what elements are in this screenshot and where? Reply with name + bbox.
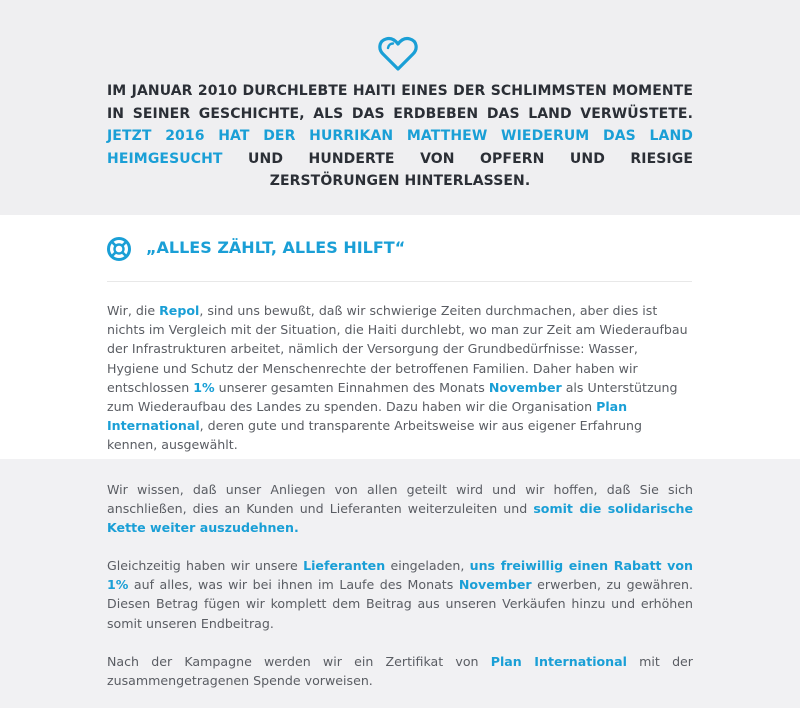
highlight-plan-international: Plan International: [107, 399, 628, 434]
paragraph-certificate: [107, 652, 693, 690]
section-title: „ALLES ZÄHLT, ALLES HILFT“: [146, 238, 406, 257]
text: Wir wissen, daß unser Anliegen von allen geteilt wird und wir hoffen, daß Sie sich anschließen, dies an Kunden und Lieferanten weiterzuleiten und: [107, 482, 693, 517]
text: , deren gute und transparente Arbeitsweise wir aus eigener Erfahrung kennen, ausgewählt.: [107, 418, 643, 453]
highlight-suppliers: Lieferanten: [303, 558, 386, 573]
hero-statement: [107, 80, 693, 193]
highlight-discount: uns freiwillig einen Rabatt von 1%: [107, 558, 693, 593]
hero-text-part1: IM JANUAR 2010 DURCHLEBTE HAITI EINES DER SCHLIMMSTEN MOMENTE IN SEINER GESCHICHTE, ALS DAS ERDBEBEN DAS LAND VERWÜSTETE.: [107, 83, 693, 122]
text: unserer gesamten Einnahmen des Monats: [214, 379, 489, 395]
highlight-repol: Repol: [159, 303, 200, 318]
highlight-plan-international: Plan International: [490, 654, 627, 669]
hero-text-part2: UND HUNDERTE VON OPFERN UND RIESIGE ZERSTÖRUNGEN HINTERLASSEN.: [222, 150, 693, 189]
heart-icon: [378, 36, 418, 72]
highlight-november: November: [458, 577, 532, 593]
text: auf alles, was wir bei ihnen im Laufe des Monats: [128, 577, 459, 593]
paragraph-intro: [107, 301, 693, 455]
hero-text-highlight: JETZT 2016 HAT DER HURRIKAN MATTHEW WIEDERUM DAS LAND HEIMGESUCHT: [107, 128, 693, 167]
highlight-chain: somit die solidarische Kette weiter auszudehnen.: [107, 501, 693, 536]
lifebuoy-icon: [106, 236, 132, 262]
text: Nach der Kampagne werden wir ein Zertifikat von: [107, 654, 491, 669]
paragraph-suppliers: [107, 556, 693, 633]
text: eingeladen,: [385, 558, 470, 573]
text: , sind uns bewußt, daß wir schwierige Zeiten durchmachen, aber dies ist nichts im Vergleich mit der Situation, die Haiti durchlebt, wo man zur Zeit am Wiederaufbau der Infrastrukturen arbeitet, nämlich der Versorgung der Grundbedürfnisse: Wasser, Hygiene und Schutz der Menschenrechte der betroffenen Familien. Daher haben wir entschlossen: [107, 303, 688, 395]
divider: [107, 281, 692, 282]
text: Gleichzeitig haben wir unsere: [107, 558, 304, 573]
paragraph-solidarity: [107, 480, 693, 538]
text: mit der zusammengetragenen Spende vorweisen.: [107, 654, 693, 689]
text: als Unterstützung zum Wiederaufbau des Landes zu spenden. Dazu haben wir die Organisation: [107, 379, 678, 415]
text: erwerben, zu gewähren. Diesen Betrag fügen wir komplett dem Beitrag aus unseren Verkäufen hinzu und erhöhen somit unseren Endbeitrag.: [107, 577, 694, 631]
highlight-november: November: [488, 379, 562, 395]
text: Wir, die: [107, 303, 160, 318]
highlight-percent: 1%: [193, 379, 215, 395]
